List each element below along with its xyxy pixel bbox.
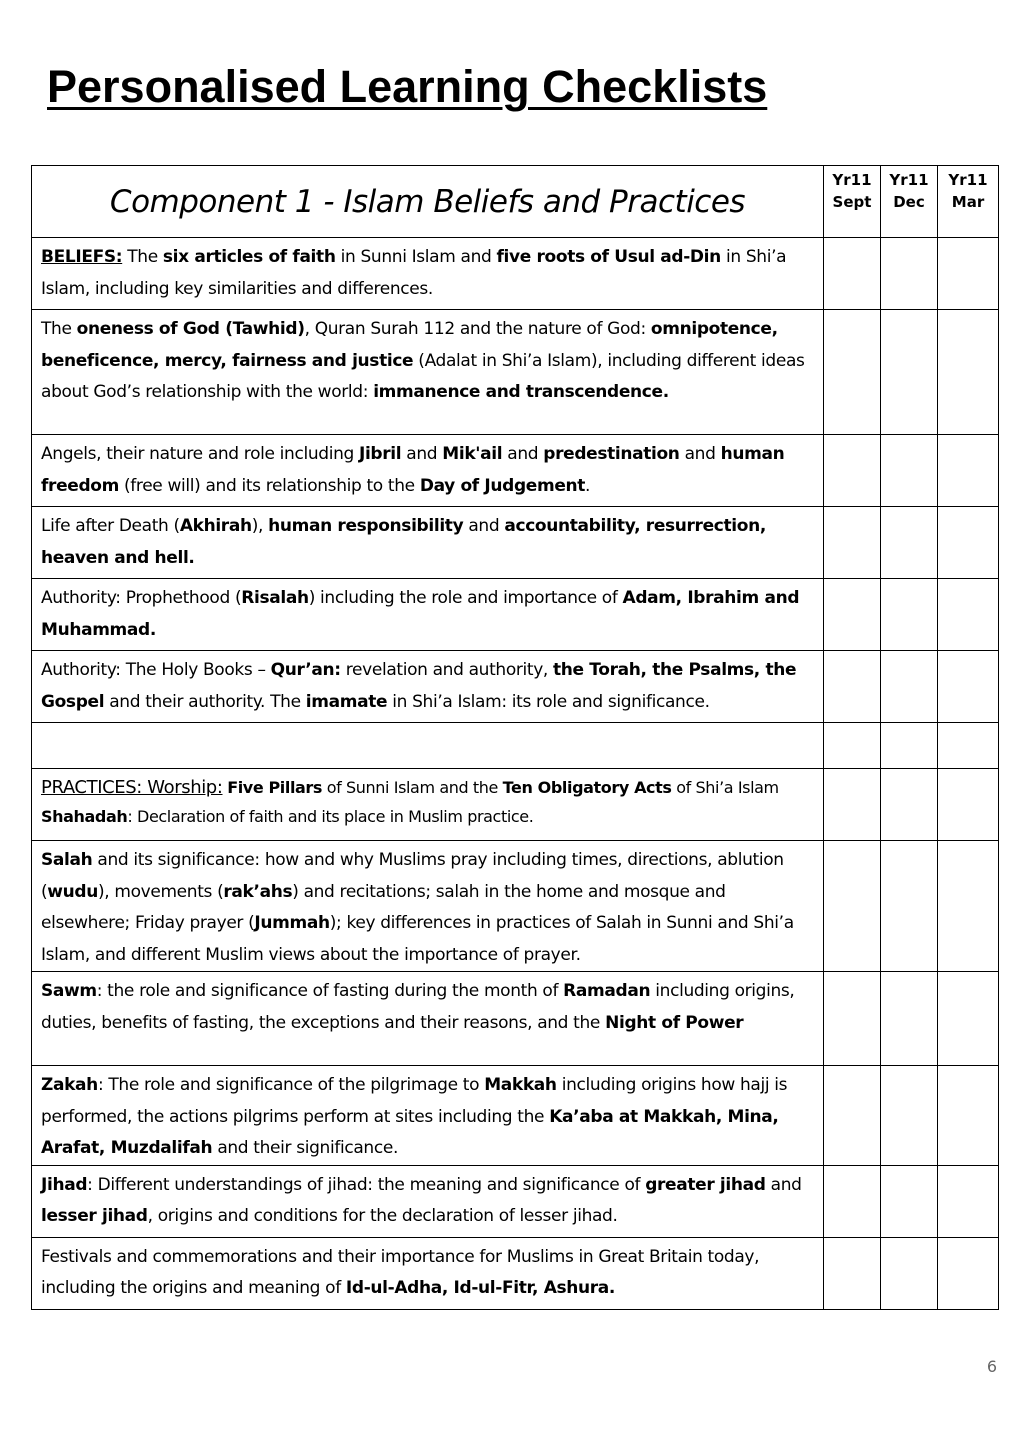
check-cell-mar[interactable] xyxy=(938,723,999,769)
topic-description xyxy=(32,579,824,651)
topic-text: Five Pillars xyxy=(227,778,323,797)
check-cell-dec[interactable] xyxy=(881,972,938,1066)
topic-description xyxy=(32,1165,824,1237)
topic-text: and xyxy=(502,444,544,464)
topic-text: The xyxy=(41,319,77,339)
topic-text: BELIEFS: xyxy=(41,247,123,267)
topic-text: Zakah xyxy=(41,1075,98,1095)
topic-description xyxy=(32,769,824,841)
topic-text: (free will) and its relationship to the xyxy=(118,475,420,496)
checklist-row xyxy=(32,238,999,310)
topic-text: Risalah xyxy=(241,588,309,608)
topic-text: human responsibility xyxy=(268,516,464,536)
topic-description xyxy=(32,435,824,507)
check-cell-dec[interactable] xyxy=(881,507,938,579)
topic-text: ); key differences in practices of Salah in Sunni and Shi’a Islam, and different Muslim views about the importance of prayer. xyxy=(41,913,794,965)
topic-text: : Different understandings of jihad: the meaning and significance of xyxy=(87,1174,646,1195)
topic-text: omnipotence, beneficence, mercy, fairness and justice xyxy=(41,319,778,371)
check-cell-dec[interactable] xyxy=(881,841,938,972)
topic-text: Adam, Ibrahim and Muhammad. xyxy=(41,588,800,640)
topic-text: and xyxy=(401,444,443,464)
topic-text: and its significance: how and why Muslims pray including times, directions, ablution ( xyxy=(41,850,784,902)
check-cell-dec[interactable] xyxy=(881,1066,938,1166)
checklist-row xyxy=(32,310,999,435)
check-cell-sept[interactable] xyxy=(824,651,881,723)
check-cell-dec[interactable] xyxy=(881,1237,938,1309)
check-cell-sept[interactable] xyxy=(824,1066,881,1166)
page-title: Personalised Learning Checklists xyxy=(47,61,768,112)
topic-description xyxy=(32,507,824,579)
column-header-dec xyxy=(881,166,938,238)
topic-text: Id-ul-Adha, Id-ul-Fitr, Ashura. xyxy=(345,1278,616,1298)
checklist-row xyxy=(32,1237,999,1309)
topic-text: Shahadah xyxy=(41,807,128,826)
check-cell-dec[interactable] xyxy=(881,238,938,310)
topic-text: Ramadan xyxy=(563,981,651,1001)
topic-text: in Shi’a Islam, including key similarities and differences. xyxy=(41,247,787,299)
topic-text: ) and recitations; salah in the home and mosque and elsewhere; Friday prayer ( xyxy=(41,881,726,933)
topic-text: (Adalat in Shi’a Islam), including different ideas about God’s relationship with the world: xyxy=(41,350,805,402)
topic-text: Night of Power xyxy=(605,1012,744,1033)
check-cell-mar[interactable] xyxy=(938,1165,999,1237)
topic-text: Day of Judgement xyxy=(419,475,586,496)
check-cell-sept[interactable] xyxy=(824,238,881,310)
topic-text: PRACTICES: Worship: xyxy=(41,777,223,798)
topic-text: Jibril xyxy=(358,444,402,464)
checklist-row xyxy=(32,723,999,769)
topic-text: , Quran Surah 112 and the nature of God: xyxy=(304,319,651,339)
topic-text: Authority: The Holy Books – xyxy=(41,660,271,680)
column-header-line: Dec xyxy=(893,193,925,211)
topic-text: ) including the role and importance of xyxy=(308,588,623,608)
check-cell-mar[interactable] xyxy=(938,435,999,507)
topic-text: The xyxy=(122,247,163,267)
column-header-line: Sept xyxy=(832,193,872,211)
column-header-line: Yr11 xyxy=(832,171,872,189)
topic-text: : Declaration of faith and its place in Muslim practice. xyxy=(127,807,534,826)
topic-text: including origins how hajj is performed, the actions pilgrims perform at sites including the xyxy=(41,1075,788,1127)
check-cell-mar[interactable] xyxy=(938,651,999,723)
topic-text: the Torah, the Psalms, the Gospel xyxy=(41,660,797,712)
check-cell-sept[interactable] xyxy=(824,769,881,841)
check-cell-mar[interactable] xyxy=(938,507,999,579)
topic-text: and xyxy=(679,444,721,464)
check-cell-mar[interactable] xyxy=(938,1237,999,1309)
check-cell-sept[interactable] xyxy=(824,723,881,769)
topic-text: immanence and transcendence. xyxy=(373,382,669,402)
topic-text: : the role and significance of fasting during the month of xyxy=(96,981,564,1001)
check-cell-sept[interactable] xyxy=(824,579,881,651)
topic-description xyxy=(32,238,824,310)
checklist-row xyxy=(32,1165,999,1237)
check-cell-mar[interactable] xyxy=(938,972,999,1066)
topic-description xyxy=(32,1237,824,1309)
check-cell-dec[interactable] xyxy=(881,769,938,841)
check-cell-sept[interactable] xyxy=(824,310,881,435)
topic-text: of Sunni Islam and the xyxy=(322,778,503,797)
checklist-row xyxy=(32,769,999,841)
check-cell-sept[interactable] xyxy=(824,1165,881,1237)
topic-text: Ka’aba at Makkah, Mina, Arafat, Muzdalifah xyxy=(41,1106,779,1158)
header-row xyxy=(32,166,999,238)
topic-text: and xyxy=(463,516,505,536)
check-cell-sept[interactable] xyxy=(824,507,881,579)
checklist-row xyxy=(32,1066,999,1166)
topic-text: Makkah xyxy=(484,1075,557,1095)
topic-text: revelation and authority, xyxy=(340,660,554,680)
topic-text: Life after Death ( xyxy=(41,516,180,536)
check-cell-mar[interactable] xyxy=(938,310,999,435)
topic-text: in Shi’a Islam: its role and significance. xyxy=(387,691,710,712)
topic-text: Mik'ail xyxy=(442,444,503,464)
topic-description xyxy=(32,723,824,769)
check-cell-sept[interactable] xyxy=(824,1237,881,1309)
column-header-line: Mar xyxy=(951,193,985,211)
column-header-line: Yr11 xyxy=(889,171,929,189)
topic-text: human freedom xyxy=(41,444,785,496)
topic-text: : The role and significance of the pilgrimage to xyxy=(97,1075,485,1095)
topic-description xyxy=(32,841,824,972)
checklist-row xyxy=(32,435,999,507)
topic-text: accountability, resurrection, heaven and hell. xyxy=(41,516,766,568)
check-cell-mar[interactable] xyxy=(938,841,999,972)
topic-text: and their authority. The xyxy=(104,691,306,712)
topic-text: rak’ahs xyxy=(223,881,293,902)
topic-description xyxy=(32,651,824,723)
topic-text: Jihad xyxy=(41,1174,88,1195)
checklist-row xyxy=(32,841,999,972)
check-cell-dec[interactable] xyxy=(881,723,938,769)
learning-checklist-table xyxy=(31,165,999,1310)
check-cell-mar[interactable] xyxy=(938,579,999,651)
check-cell-sept[interactable] xyxy=(824,435,881,507)
topic-text: Sawm xyxy=(41,981,97,1001)
topic-text: ), movements ( xyxy=(97,881,224,902)
check-cell-dec[interactable] xyxy=(881,310,938,435)
checklist-body xyxy=(32,238,999,1310)
component-title: Component 1 - Islam Beliefs and Practices xyxy=(32,166,824,238)
topic-text: Akhirah xyxy=(179,516,252,536)
column-header-sept xyxy=(824,166,881,238)
topic-text: wudu xyxy=(47,881,98,902)
checklist-row xyxy=(32,651,999,723)
check-cell-dec[interactable] xyxy=(881,651,938,723)
check-cell-mar[interactable] xyxy=(938,769,999,841)
page-number: 6 xyxy=(986,1357,997,1376)
topic-text: including origins, duties, benefits of fasting, the exceptions and their reasons, and the xyxy=(41,981,795,1033)
topic-text: oneness of God (Tawhid) xyxy=(76,319,305,339)
topic-text: five roots of Usul ad-Din xyxy=(496,247,721,267)
topic-text: Authority: Prophethood ( xyxy=(41,588,242,608)
topic-text: Festivals and commemorations and their importance for Muslims in Great Britain today, including the origins and meaning of xyxy=(41,1246,760,1298)
topic-text: . xyxy=(585,475,591,496)
check-cell-mar[interactable] xyxy=(938,238,999,310)
topic-text: of Shi’a Islam xyxy=(671,778,779,797)
checklist-row xyxy=(32,972,999,1066)
topic-text: Qur’an: xyxy=(270,660,341,680)
topic-text: Salah xyxy=(41,850,93,870)
topic-description xyxy=(32,310,824,435)
topic-description xyxy=(32,972,824,1066)
topic-text: Jummah xyxy=(254,913,330,933)
check-cell-sept[interactable] xyxy=(824,841,881,972)
topic-text: six articles of faith xyxy=(162,247,336,267)
topic-text: greater jihad xyxy=(645,1174,766,1195)
topic-text: and xyxy=(765,1174,802,1195)
checklist-row xyxy=(32,579,999,651)
check-cell-dec[interactable] xyxy=(881,579,938,651)
column-header-line: Yr11 xyxy=(948,171,988,189)
topic-text: Ten Obligatory Acts xyxy=(502,778,672,797)
topic-text: in Sunni Islam and xyxy=(335,247,497,267)
topic-text: ), xyxy=(251,516,269,536)
checklist-row xyxy=(32,507,999,579)
check-cell-sept[interactable] xyxy=(824,972,881,1066)
topic-text: , origins and conditions for the declaration of lesser jihad. xyxy=(147,1206,618,1226)
check-cell-dec[interactable] xyxy=(881,435,938,507)
topic-text: lesser jihad xyxy=(41,1206,148,1226)
topic-text: and their significance. xyxy=(212,1138,398,1158)
column-header-mar xyxy=(938,166,999,238)
check-cell-mar[interactable] xyxy=(938,1066,999,1166)
topic-text: predestination xyxy=(543,444,680,464)
topic-text: imamate xyxy=(305,691,388,712)
check-cell-dec[interactable] xyxy=(881,1165,938,1237)
topic-text: Angels, their nature and role including xyxy=(41,444,359,464)
topic-description xyxy=(32,1066,824,1166)
